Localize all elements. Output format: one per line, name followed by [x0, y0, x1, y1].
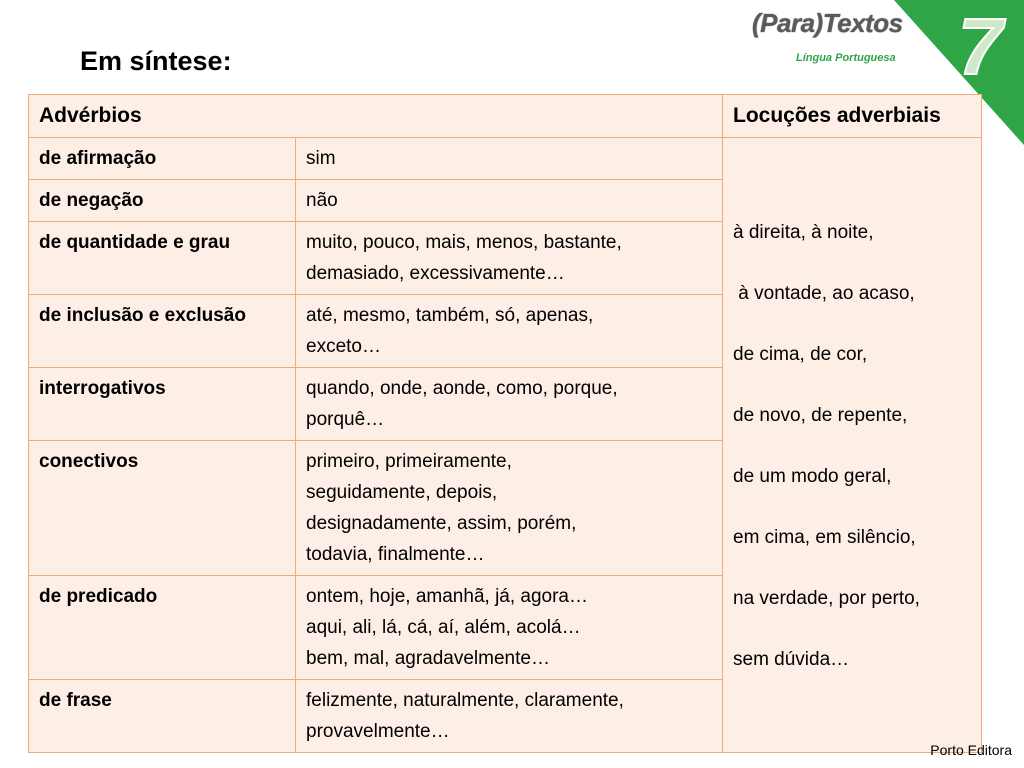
- adverb-examples: [296, 222, 723, 295]
- adverb-category: interrogativos: [29, 368, 296, 441]
- logo-subtitle: Língua Portuguesa: [796, 52, 896, 64]
- adverb-category: de quantidade e grau: [29, 222, 296, 295]
- example-line: quando, onde, aonde, como, porque,: [306, 378, 618, 399]
- example-line: aqui, ali, lá, cá, aí, além, acolá…: [306, 617, 581, 638]
- locucao-line: de cima, de cor,: [733, 343, 868, 365]
- locucao-line: na verdade, por perto,: [733, 587, 920, 609]
- page-title: Em síntese:: [80, 46, 232, 76]
- example-line: ontem, hoje, amanhã, já, agora…: [306, 586, 589, 607]
- adverbs-table: [28, 94, 982, 753]
- adverb-category: de predicado: [29, 576, 296, 680]
- table-row: [29, 138, 982, 180]
- example-line: sim: [306, 148, 336, 169]
- adverb-examples: [296, 295, 723, 368]
- example-line: provavelmente…: [306, 721, 450, 742]
- adverb-examples: [296, 441, 723, 576]
- logo-main-text: (Para)Textos: [752, 8, 903, 38]
- locucao-line: de um modo geral,: [733, 465, 892, 487]
- example-line: até, mesmo, também, só, apenas,: [306, 305, 594, 326]
- adverb-category: de negação: [29, 180, 296, 222]
- example-line: felizmente, naturalmente, claramente,: [306, 690, 624, 711]
- locucao-line: à direita, à noite,: [733, 221, 874, 243]
- example-line: primeiro, primeiramente,: [306, 451, 512, 472]
- example-line: muito, pouco, mais, menos, bastante,: [306, 232, 622, 253]
- adverb-examples: [296, 180, 723, 222]
- locucoes-list: [723, 138, 982, 753]
- locucao-line: à vontade, ao acaso,: [733, 282, 915, 304]
- example-line: exceto…: [306, 336, 381, 357]
- example-line: demasiado, excessivamente…: [306, 263, 565, 284]
- adverb-category: conectivos: [29, 441, 296, 576]
- example-line: não: [306, 190, 338, 211]
- adverb-category: de frase: [29, 680, 296, 753]
- adverb-examples: [296, 368, 723, 441]
- paratextos-logo: [752, 8, 912, 68]
- locucao-line: sem dúvida…: [733, 648, 850, 670]
- adverb-examples: [296, 576, 723, 680]
- example-line: todavia, finalmente…: [306, 544, 485, 565]
- footer-publisher: Porto Editora: [930, 742, 1012, 758]
- adverb-category: de afirmação: [29, 138, 296, 180]
- adverb-examples: [296, 680, 723, 753]
- example-line: seguidamente, depois,: [306, 482, 498, 503]
- badge-number: 7: [958, 2, 1003, 91]
- locucao-line: de novo, de repente,: [733, 404, 908, 426]
- header-locucoes: Locuções adverbiais: [723, 95, 982, 138]
- table-header-row: [29, 95, 982, 138]
- example-line: bem, mal, agradavelmente…: [306, 648, 550, 669]
- header-adverbios: Advérbios: [29, 95, 723, 138]
- example-line: designadamente, assim, porém,: [306, 513, 577, 534]
- example-line: porquê…: [306, 409, 385, 430]
- locucao-line: em cima, em silêncio,: [733, 526, 916, 548]
- adverb-category: de inclusão e exclusão: [29, 295, 296, 368]
- adverb-examples: [296, 138, 723, 180]
